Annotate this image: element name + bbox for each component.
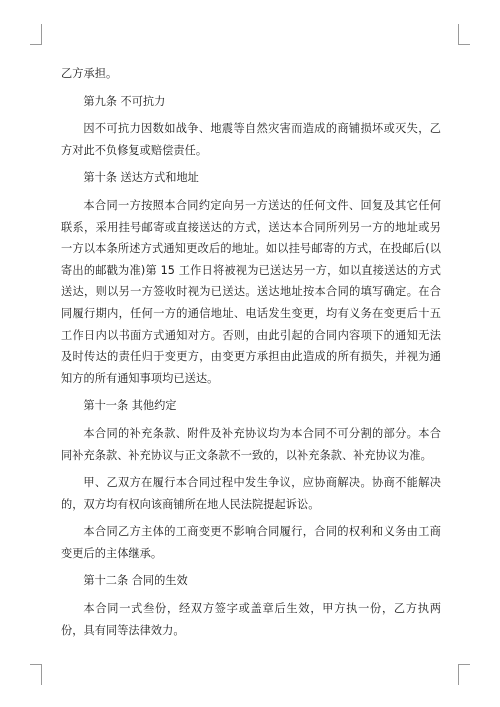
article-12-heading: 第十二条 合同的生效 xyxy=(83,574,188,588)
crop-mark-top-left xyxy=(30,24,42,45)
article-9-heading: 第九条 不可抗力 xyxy=(83,94,166,108)
article-11-paragraph-2: 甲、乙双方在履行本合同过程中发生争议，应协商解决。协商不能解决的，双方均有权向该商铺所在地人民法院提起诉讼。 xyxy=(61,476,441,511)
article-10-paragraph: 本合同一方按照本合同约定向另一方送达的任何文件、回复及其它任何联系，采用挂号邮寄或直接送达的方式，送达本合同所列另一方的地址或另一方以本条所述方式通知更改后的地址。如以挂号邮寄的方式，在投邮后(以寄出的邮戳为准)第 15 工作日将被视为已送达另一方，如以直接送达的方式送达，则以另一方签收时视为已送达。送达地址按本合同的填写确定。在合同履行期内，任何一方的通信地址、电话发生变更，均有义务在变更后十五工作日内以书面方式通知对方。否则，由此引起的合同内容项下的通知无法及时传达的责任归于变更方，由变更方承担由此造成的所有损失，并视为通知方的所有通知事项均已送达。 xyxy=(61,198,441,385)
article-9-paragraph: 因不可抗力因数如战争、地震等自然灾害而造成的商铺损坏或灭失，乙方对此不负修复或赔偿责任。 xyxy=(61,122,441,157)
crop-mark-bottom-right xyxy=(458,664,470,685)
crop-mark-top-right xyxy=(458,24,470,45)
article-11-heading: 第十一条 其他约定 xyxy=(83,399,177,413)
crop-mark-bottom-left xyxy=(30,664,42,685)
paragraph-continuation: 乙方承担。 xyxy=(61,67,118,80)
article-12-paragraph: 本合同一式叁份，经双方签字或盖章后生效，甲方执一份，乙方执两份，具有同等法律效力。 xyxy=(61,602,441,637)
document-body xyxy=(61,63,441,641)
article-11-paragraph-1: 本合同的补充条款、附件及补充协议均为本合同不可分割的部分。本合同补充条款、补充协议与正文条款不一致的，以补充条款、补充协议为准。 xyxy=(61,426,441,462)
article-10-heading: 第十条 送达方式和地址 xyxy=(83,171,199,185)
article-11-paragraph-3: 本合同乙方主体的工商变更不影响合同履行，合同的权利和义务由工商变更后的主体继承。 xyxy=(61,525,441,560)
